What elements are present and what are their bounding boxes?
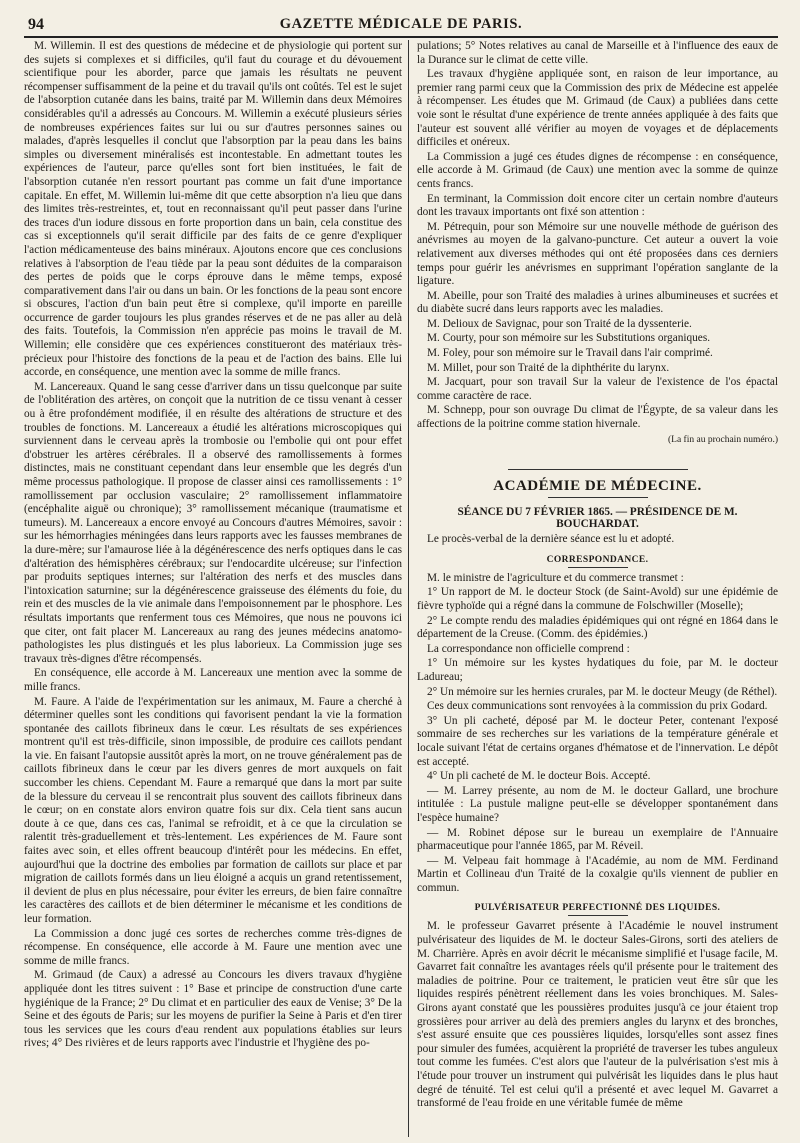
paragraph-hygiene: Les travaux d'hygiène appliquée sont, en raison de leur importance, au premier rang parmi ceux que la Commission des prix de Médecine est appelée à récompenser. Les études que M. Grimaud (de Caux) a publiées dans cette voie sont le résultat d'une expérience de trente années appliquée à des faits que l'auteur est souvent allé vérifier au moyen de voyages et de déplacements difficiles et onéreux.: [417, 68, 778, 149]
heading-rule: [548, 497, 648, 498]
unofficial-referral: Ces deux communications sont renvoyées à la commission du prix Godard.: [427, 700, 768, 713]
right-column: [417, 40, 778, 1137]
journal-title: GAZETTE MÉDICALE DE PARIS.: [279, 16, 523, 32]
citation-foley: M. Foley, pour son mémoire sur le Travail dans l'air comprimé.: [427, 347, 713, 360]
session-line: SÉANCE DU 7 FÉVRIER 1865. — PRÉSIDENCE DE M. BOUCHARDAT.: [457, 506, 738, 531]
paragraph-larrey: — M. Larrey présente, au nom de M. le docteur Gallard, une brochure intitulée : La pustule maligne peut-elle se développer spontanément dans l'espèce humaine?: [417, 784, 778, 824]
paragraph-velpeau: — M. Velpeau fait hommage à l'Académie, au nom de MM. Ferdinand Martin et Collineau d'un Traité de la coxalgie qu'ils viennent de publier en commun.: [417, 854, 778, 894]
paragraph-robinet: — M. Robinet dépose sur le bureau un exemplaire de l'Annuaire pharmaceutique pour l'année 1865, par M. Réveil.: [417, 826, 778, 853]
unofficial-item-1: 1° Un mémoire sur les kystes hydatiques du foie, par M. le docteur Ladureau;: [417, 657, 778, 683]
page-header: [24, 14, 778, 38]
page-number: 94: [28, 16, 44, 33]
paragraph-lancereaux: M. Lancereaux. Quand le sang cesse d'arriver dans un tissu quelconque par suite de l'oblitération des artères, on conçoit que la nutrition de ce tissu venant à cesser ou à être profondément modifiée, il en résulte des altérations de structure et des troubles de fonctions. M. Lancereaux a étudié les altérations microscopiques qui surviennent dans le cerveau après la trombosie ou l'embolie qui ont pour effet d'obstruer les artères cérébrales. Il a observé des ramollissements à formes distinctes, mais ne constituant cependant dans leur ensemble que les degrés d'un même processus pathologique. Il propose de classer ainsi ces ramollissements : 1° ramollissement par occlusion vasculaire; 2° ramollissement inflammatoire (encéphalite aiguë ou chronique); 3° ramollissement mécanique (traumatisme et tumeurs). M. Lancereaux a encore envoyé au Concours d'autres Mémoires, savoir : sur les hémorrhagies méningées dans leurs rapports avec les fausses membranes de la dure-mère; sur l'amaurose liée à la dégénérescence des nerfs optiques dans le cas d'altération des hémisphères cérébraux; sur l'endocardite ulcéreuse; sur l'infection par produits septiques internes; sur l'altération des nerfs et des muscles dans l'intoxication saturnine; sur la dégénérescence graisseuse des éléments du foie, du rein et des muscles de la vie animale dans l'empoisonnement par le phosphore. Les résultats importants que renferment tous ces Mémoires, que nous ne pouvons ici que citer, ont fait placer M. Lancereaux au rang des jeunes médecins anatomo-pathologistes les plus distingués et les plus laborieux. La Commission juge ses travaux très-dignes d'être récompensés.: [24, 380, 402, 665]
correspondence-item-1: 1° Un rapport de M. le docteur Stock (de Saint-Avold) sur une épidémie de fièvre typhoïde qui a régné dans la commune de Folschwiller (Moselle);: [417, 586, 778, 612]
paragraph-faure-award: La Commission a donc jugé ces sortes de recherches comme très-dignes de récompense. En conséquence, elle accorde à M. Faure une mention avec une somme de mille francs.: [24, 927, 402, 967]
section-separator: [508, 469, 688, 470]
paragraph-faure: M. Faure. A l'aide de l'expérimentation sur les animaux, M. Faure a cherché à déterminer quelles sont les conditions qui favorisent pendant la vie la formation spontanée des caillots fibrineux dans le cœur. Les résultats de ses expériences montrent qu'il est très-difficile, sinon impossible, de produire ces caillots pendant la vie. En faisant l'autopsie aussitôt après la mort, on ne trouve généralement pas de caillots fibrineux dans le cœur par les divers genres de mort auxquels on fait succomber les chiens. Cependant M. Faure a remarqué que dans la mort par suite de la blessure du cerveau il se rencontrait plus souvent des caillots fibrineux dans le cœur; on en constate alors environ quatre fois sur dix. Cela tient sans aucun doute à ce que, dans ces cas, l'animal se refroidit, et à ce que la circulation se ralentit très-graduellement et très-lentement. Les expériences de M. Faure sont faites avec soin, et elles offrent beaucoup d'intérêt pour les médecins. En effet, aujourd'hui que la doctrine des embolies par formation de caillots sur place et par migration de caillots formés dans un lieu éloigné a acquis un grand retentissement, il devient de plus en plus nécessaire, pour éviter les erreurs, de bien faire connaître les caractères des caillots et de bien déterminer le mécanisme et les conditions de leur formation.: [24, 695, 402, 925]
correspondence-heading: CORRESPONDANCE.: [546, 554, 649, 565]
text-columns: [24, 40, 778, 1137]
paragraph-lancereaux-award: En conséquence, elle accorde à M. Lancereaux une mention avec la somme de mille francs.: [24, 667, 402, 693]
left-column: [24, 40, 402, 1137]
citation-petrequin: M. Pétrequin, pour son Mémoire sur une nouvelle méthode de guérison des anévrismes au moyen de la galvano-puncture. Cet auteur a ouvert la voie relativement aux diverses méthodes qui ont été proposées dans ces derniers temps pour guérir les anévrismes en supprimant l'opération sanglante de la ligature.: [417, 220, 778, 288]
paragraph-closing: En terminant, la Commission doit encore citer un certain nombre d'auteurs dont les travaux importants ont fixé son attention :: [417, 192, 778, 219]
paragraph-minister: M. le ministre de l'agriculture et du commerce transmet :: [427, 571, 684, 584]
citation-courty: M. Courty, pour son mémoire sur les Substitutions organiques.: [427, 332, 711, 345]
paragraph-pulverizer: M. le professeur Gavarret présente à l'Académie le nouvel instrument pulvérisateur des liquides de M. le docteur Sales-Girons, sorti des ateliers de M. Charrière. Après en avoir décrit le mécanisme simplifié et l'usage facile, M. Gavarret fait connaître les avantages réels qu'il présente pour le traitement des maladies de poitrine. Pour ce traitement, le praticien veut être sûr que les liquides respirés pénètrent réellement dans les voies bronchiques. M. Sales-Girons ayant constaté que les poussières produites jusqu'à ce jour étaient trop grossières pour arriver au delà des premiers angles du larynx et des bronches, s'est assuré ensuite que ces poussières liquides, lorsqu'elles sont assez fines pour simuler des fumées, acquièrent la propriété de traverser les tubes anguleux tout comme les fumées. C'est alors que l'auteur de la pulvérisation s'est mis à l'étude pour trouver un instrument qui pulvérisât les liquides dans le plus haut degré de ténuité. Tel est celui qu'il a présenté et avec lequel M. Gavarret a transformé de l'eau froide en une véritable fumée de même: [417, 920, 778, 1110]
continued-note: (La fin au prochain numéro.): [668, 434, 778, 445]
paragraph-grimaud-award: La Commission a jugé ces études dignes de récompense : en conséquence, elle accorde à M. Grimaud (de Caux) une mention avec la somme de quinze cents francs.: [417, 150, 778, 190]
academy-heading: ACADÉMIE DE MÉDECINE.: [493, 478, 702, 495]
citation-jacquart: M. Jacquart, pour son travail Sur la valeur de l'existence de l'os épactal comme caractère de race.: [417, 376, 778, 402]
citation-millet: M. Millet, pour son Traité de la diphthérite du larynx.: [427, 361, 670, 374]
paragraph-minutes: Le procès-verbal de la dernière séance est lu et adopté.: [427, 533, 675, 546]
subheading-rule: [568, 915, 628, 916]
citation-delioux: M. Delioux de Savignac, pour son Traité de la dyssenterie.: [427, 317, 692, 330]
paragraph-grimaud: M. Grimaud (de Caux) a adressé au Concours les divers travaux d'hygiène appliquée dont les titres suivent : 1° Base et principe de construction d'une carte hygiénique de la France; 2° Du climat et en particulier des eaux de Venise; 3° De la Seine et des égouts de Paris; sur les moyens de purifier la Seine à Paris et d'en tirer tous les services que les cours d'eau rendent aux populations établies sur leurs rives; 4° Des rivières et de leurs rapports avec l'industrie et l'hygiène des po-: [24, 969, 402, 1050]
correspondence-item-2: 2° Le compte rendu des maladies épidémiques qui ont régné en 1864 dans le département de la Creuse. (Comm. des épidémies.): [417, 614, 778, 641]
citation-schnepp: M. Schnepp, pour son ouvrage Du climat de l'Égypte, de sa valeur dans les affections de la poitrine comme station hivernale.: [417, 404, 778, 431]
unofficial-item-4: 4° Un pli cacheté de M. le docteur Bois. Accepté.: [427, 770, 651, 783]
unofficial-item-2: 2° Un mémoire sur les hernies crurales, par M. le docteur Meugy (de Réthel).: [427, 685, 778, 698]
column-divider: [408, 40, 409, 1137]
paragraph-unofficial: La correspondance non officielle comprend :: [427, 642, 630, 655]
paragraph-willemin: M. Willemin. Il est des questions de médecine et de physiologie qui portent sur des sujets si complexes et si difficiles, qu'il faut du courage et du dévouement scientifique pour les aborder, parce que jamais les résultats ne peuvent récompenser suffisamment de la peine et du travail qu'ils ont coûtés. Tel est le sujet de l'absorption cutanée dans les bains, traité par M. Willemin dans deux Mémoires considérables qu'il a adressés au Concours. M. Willemin a exécuté plusieurs séries de nombreuses expériences faites sur lui ou sur d'autres personnes saines ou malades, d'après lesquelles il conclut que l'absorption par la peau dans les bains simples ou diversement minéralisés est incontestable. En admettant toutes les expériences de l'auteur, parce qu'elles sont fort bien instituées, le fait de l'absorption cutanée n'en ressort pourtant pas comme un fait d'une importance capitale. En effet, M. Willemin lui-même dit que cette absorption n'a lieu que dans des limites très-restreintes, et, tout en reconnaissant qu'il peut passer dans l'urine des traces d'un iodure dissous en forte proportion dans un bain, cela constitue des cas si exceptionnels qu'il serait difficile par des faits de ce genre d'expliquer l'action médicamenteuse des bains minéraux. Ajoutons encore que ces conclusions relatives à l'absorption de l'eau tiède par la peau sont déduites de la comparaison des pertes de poids que le corps éprouve dans le même temps, exposé comparativement dans l'air ou dans un bain. Or les fonctions de la peau sont encore si obscures, l'action d'un bain peut être si complexe, qu'il importe en pareille occurrence de garder toujours les plus grandes réserves et de ne pas aller au delà des faits. Toutefois, la Commission n'en apprécie pas moins le travail de M. Willemin; elle considère que ces expériences constitueront des matériaux très-précieux pour l'histoire des fonctions de la peau et de l'action des bains. Elle lui accorde, en conséquence, une mention avec la somme de mille francs.: [24, 40, 402, 379]
unofficial-item-3: 3° Un pli cacheté, déposé par M. le docteur Peter, contenant l'exposé sommaire de ses recherches sur les variations de la température générale et locale suivant l'état de certains organes d'hématose et de l'innervation. Le dépôt est accepté.: [417, 714, 778, 768]
pulverizer-heading: PULVÉRISATEUR PERFECTIONNÉ DES LIQUIDES.: [474, 903, 721, 914]
citation-abeille: M. Abeille, pour son Traité des maladies à urines albumineuses et sucrées et du diabète sucré dans leurs rapports avec les maladies.: [417, 289, 778, 316]
paragraph-grimaud-continued: pulations; 5° Notes relatives au canal de Marseille et à l'influence des eaux de la Durance sur le climat de cette ville.: [417, 40, 778, 66]
subheading-rule: [568, 567, 628, 568]
